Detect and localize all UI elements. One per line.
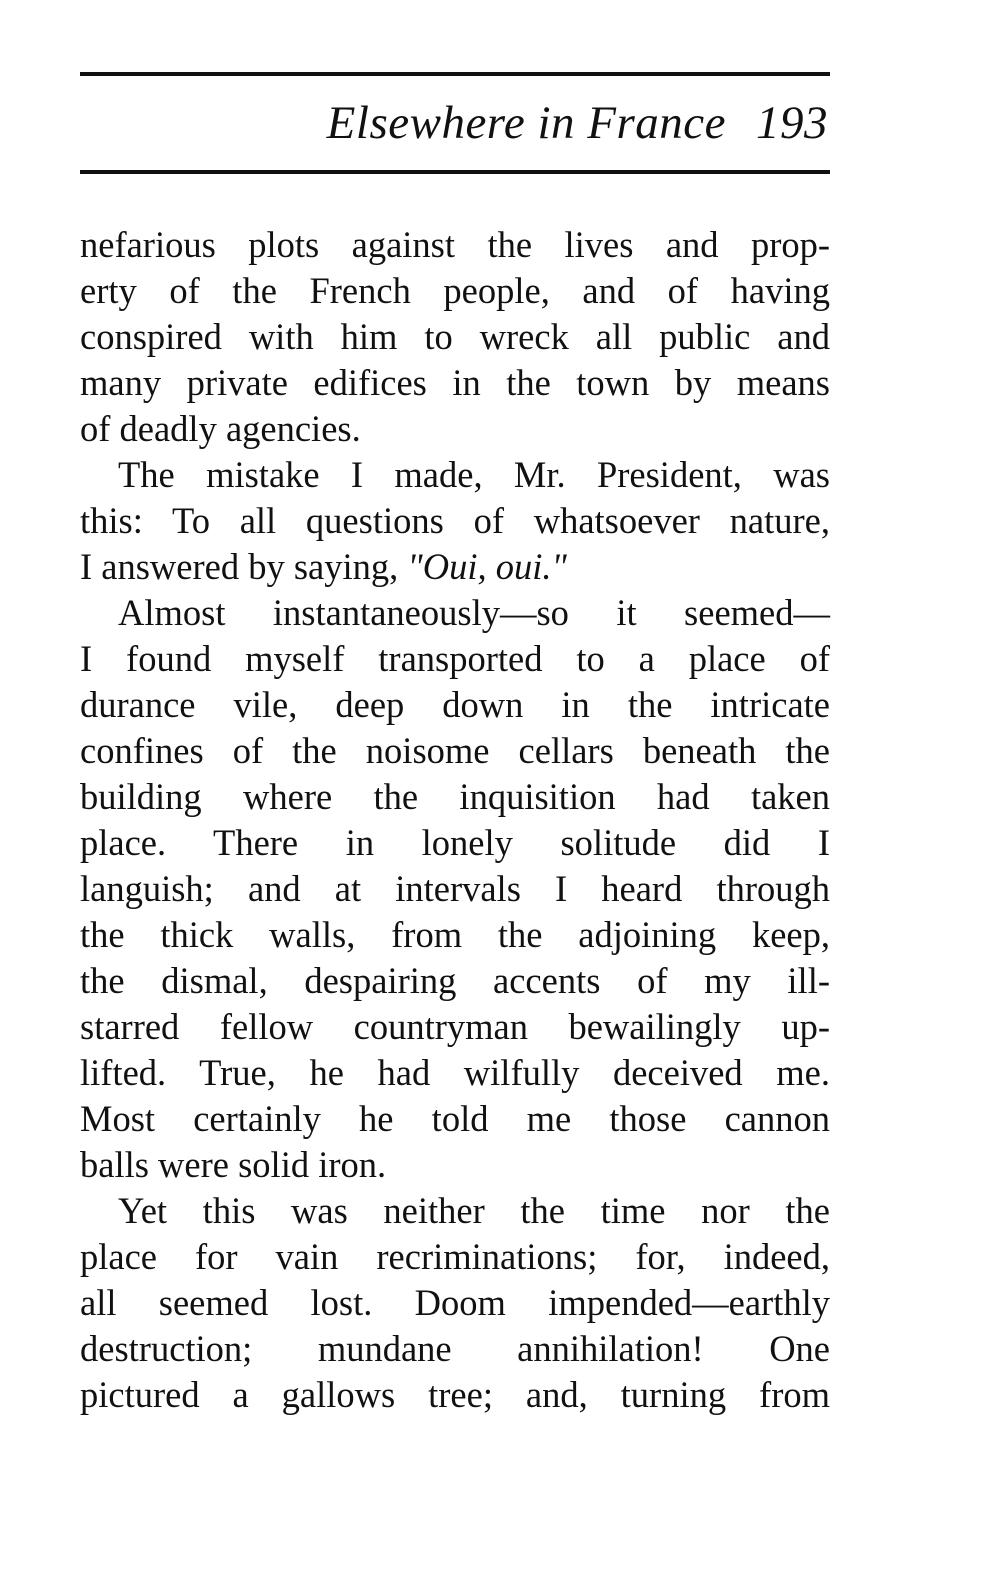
text-line: Almost instantaneously—so it seemed— (118, 592, 830, 633)
text-line: destruction; mundane annihilation! One (80, 1328, 830, 1369)
header-rule (80, 170, 830, 174)
text-line: many private edifices in the town by means (80, 362, 830, 403)
running-head (80, 76, 830, 170)
text-fragment: I answered by saying, (80, 546, 399, 587)
text-line: the thick walls, from the adjoining keep, (80, 914, 830, 955)
text-line: all seemed lost. Doom impended—earthly (80, 1282, 830, 1323)
quoted-french: "Oui, oui." (407, 546, 567, 587)
text-line: erty of the French people, and of having (80, 270, 830, 311)
text-line: confines of the noisome cellars beneath the (80, 730, 830, 771)
text-line-with-quote (80, 544, 830, 590)
body-text (80, 222, 830, 1418)
text-line: the dismal, despairing accents of my ill- (80, 960, 830, 1001)
text-line: building where the inquisition had taken (80, 776, 830, 817)
text-line: Yet this was neither the time nor the (118, 1190, 830, 1231)
text-line: I found myself transported to a place of (80, 638, 830, 679)
book-page (80, 72, 830, 1418)
text-line: pictured a gallows tree; and, turning from (80, 1374, 830, 1415)
text-line: languish; and at intervals I heard through (80, 868, 830, 909)
text-line: nefarious plots against the lives and prop- (80, 224, 830, 265)
text-line: conspired with him to wreck all public and (80, 316, 830, 357)
text-line: place for vain recriminations; for, indeed, (80, 1236, 830, 1277)
text-line: Most certainly he told me those cannon (80, 1098, 830, 1139)
page-number: 193 (756, 97, 828, 149)
text-line: balls were solid iron. (80, 1144, 387, 1185)
text-line: durance vile, deep down in the intricate (80, 684, 830, 725)
text-line: of deadly agencies. (80, 408, 361, 449)
text-line: starred fellow countryman bewailingly up- (80, 1006, 830, 1047)
text-line: lifted. True, he had wilfully deceived me. (80, 1052, 830, 1093)
chapter-title: Elsewhere in France (326, 97, 726, 149)
text-line: this: To all questions of whatsoever nature, (80, 500, 830, 541)
text-line: place. There in lonely solitude did I (80, 822, 830, 863)
text-line: The mistake I made, Mr. President, was (118, 454, 830, 495)
